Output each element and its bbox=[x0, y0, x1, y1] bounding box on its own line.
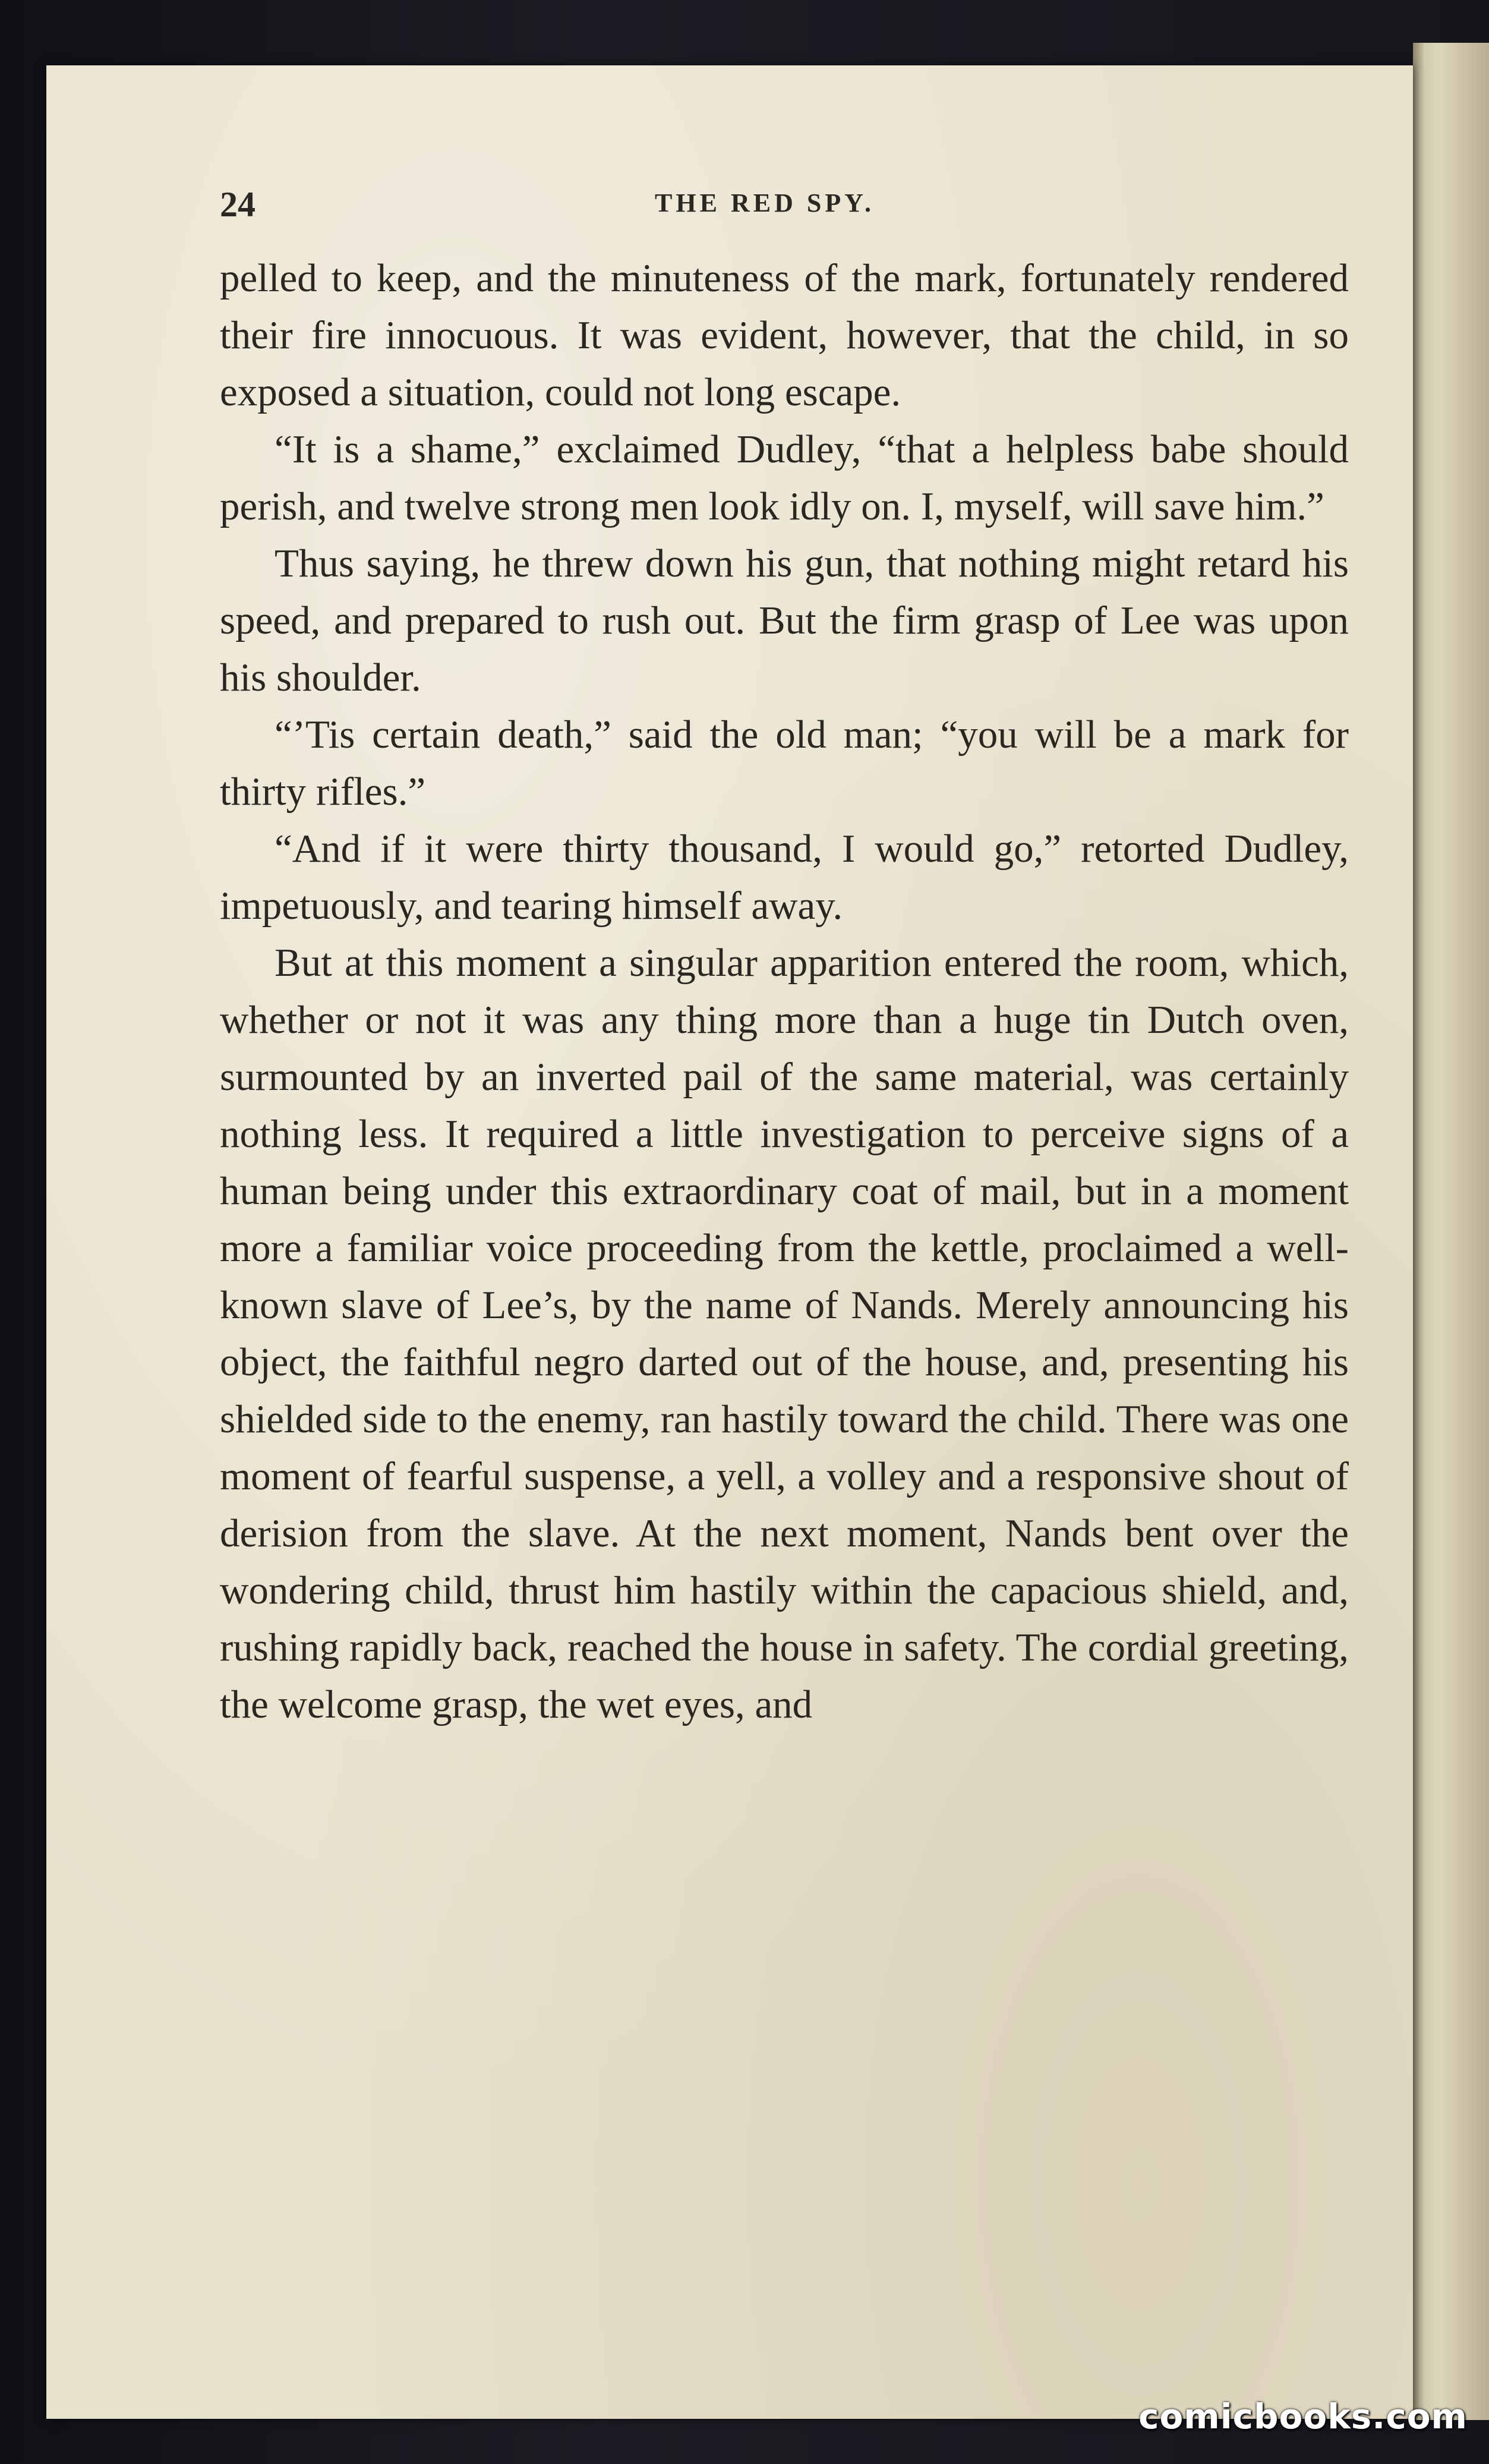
page-number: 24 bbox=[220, 185, 255, 224]
running-title: THE RED SPY. bbox=[655, 188, 875, 218]
paragraph: But at this moment a singular apparition entered the room, which, whether or not it was any thing more than a huge tin Dutch oven, surmounted by an inverted pail of the same material, was certainly nothing less. It required a little investigation to perceive signs of a human being under this extraordinary coat of mail, but in a moment more a familiar voice proceeding from the kettle, proclaimed a well-known slave of Lee’s, by the name of Nands. Merely announcing his object, the faithful negro darted out of the house, and, presenting his shielded side to the enemy, ran hastily toward the child. There was one moment of fearful suspense, a yell, a volley and a responsive shout of derision from the slave. At the next moment, Nands bent over the wondering child, thrust him hastily within the capacious shield, and, rushing rapidly back, reached the house in safety. The cordial greeting, the welcome grasp, the wet eyes, and bbox=[220, 941, 1349, 1726]
page-gutter bbox=[1413, 43, 1424, 2420]
page-header bbox=[173, 184, 1356, 238]
site-watermark: comicbooks.com bbox=[1138, 2396, 1468, 2437]
facing-page-edge bbox=[1413, 43, 1489, 2420]
paragraph: “And if it were thirty thousand, I would go,” retorted Dudley, impetuously, and tearing himself away. bbox=[220, 827, 1349, 928]
paragraph: Thus saying, he threw down his gun, that nothing might retard his speed, and prepared to rush out. But the firm grasp of Lee was upon his shoulder. bbox=[220, 541, 1349, 700]
paragraph: “It is a shame,” exclaimed Dudley, “that a helpless babe should perish, and twelve strong men look idly on. I, myself, will save him.” bbox=[220, 427, 1349, 528]
paragraph: “’Tis certain death,” said the old man; “you will be a mark for thirty rifles.” bbox=[220, 713, 1349, 814]
paragraph-continuation: pelled to keep, and the minuteness of the mark, fortunately rendered their fire innocuous. It was evident, however, that the child, in so exposed a situation, could not long escape. bbox=[220, 256, 1349, 414]
body-text bbox=[220, 250, 1349, 1733]
